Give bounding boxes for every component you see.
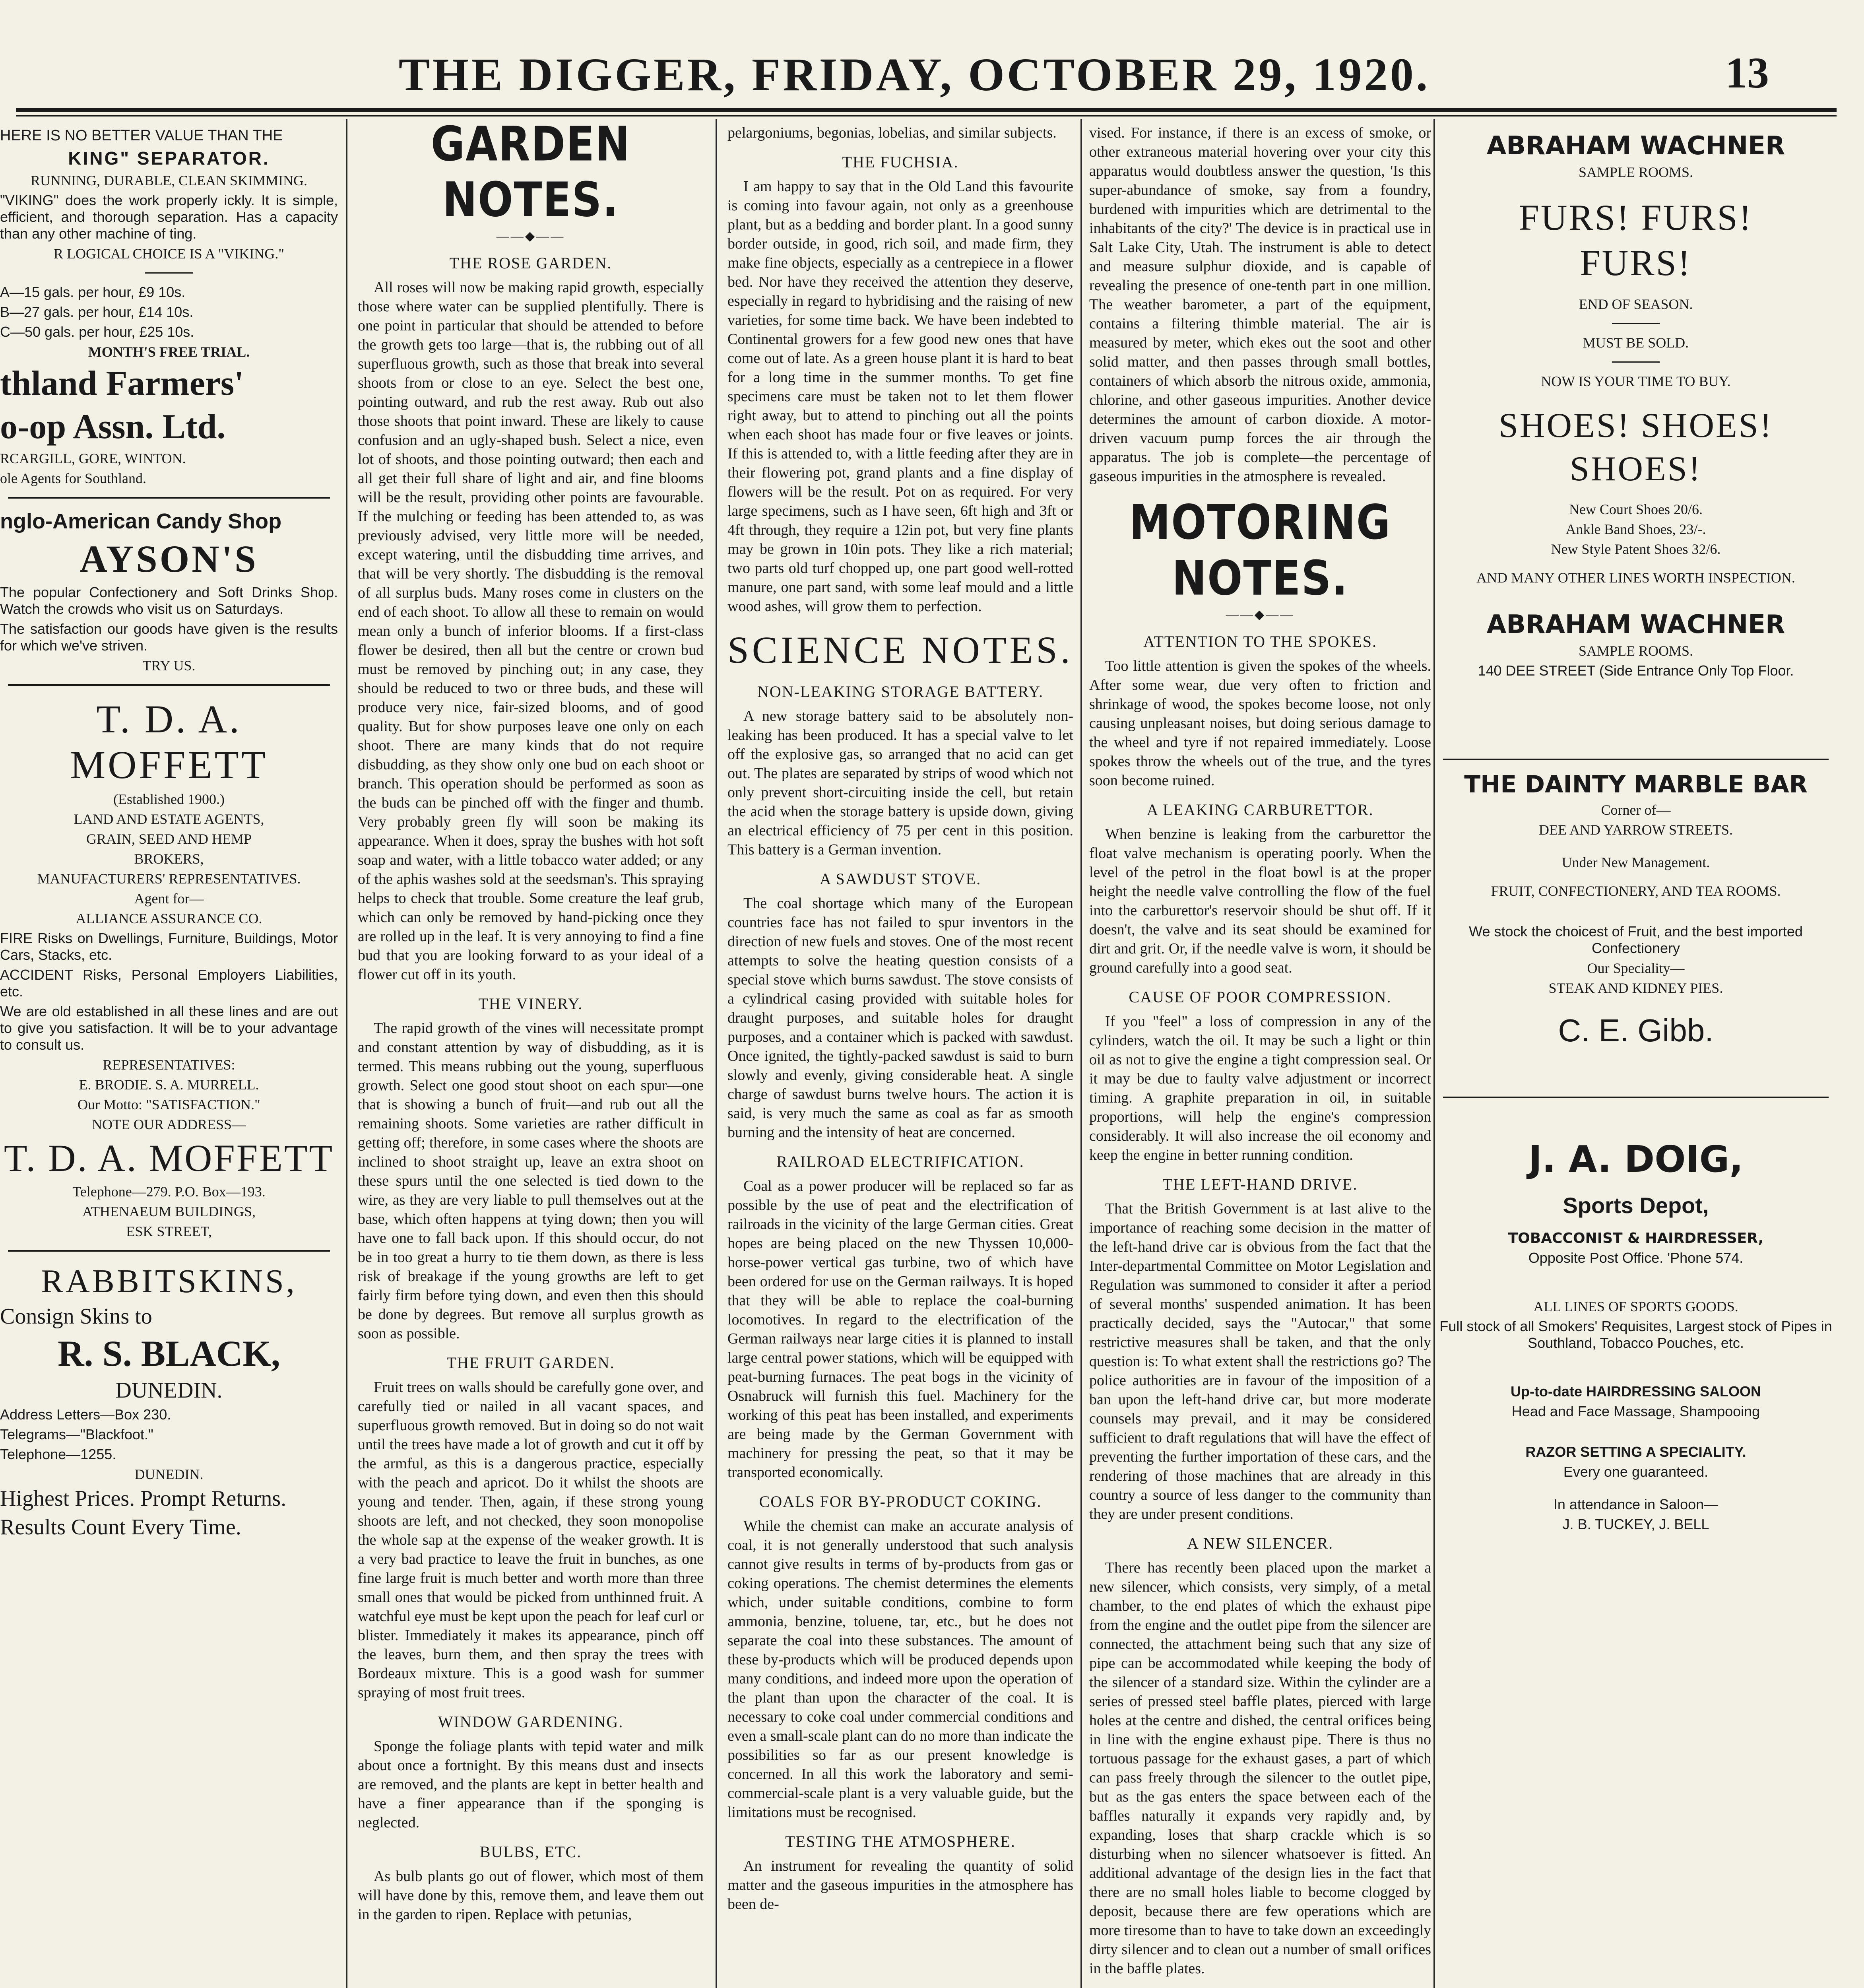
vinery-heading: THE VINERY. — [478, 995, 583, 1013]
moffett-alliance: ALLIANCE ASSURANCE CO. — [76, 911, 262, 926]
vinery-body: The rapid growth of the vines will necessitate prompt and constant attention by way of disbudding, as it is termed. This means rubbing out the young, superfluous growth. Select one good stout shoot on each spur—one that is showing a bunch of fruit—and rub out all the remaining shoots. Some varieties are rather difficult in getting off; therefore, in some cases where the shoots are inclined to shoot straight up, leave an extra shoot on these spurs until the one selected is tied down to the wire, as they are very liable to pull themselves out at the base, which often happens at tying down; then you will have one to fall back upon. If this should occur, do not be in too great a hurry to tie them down, as there is less risk of breakage if the young growths are left to get fairly firm before tying down, and even then this should be done by degrees. But remove all surplus growth as soon as possible. — [358, 1020, 704, 1342]
farmers-name-2: o-op Assn. Ltd. — [0, 408, 226, 446]
fuchsia-body: I am happy to say that in the Old Land this favourite is coming into favour again, not only as a greenhouse plant, but as a bedding and border plant. In a good sunny border outside, in good, rich soil, and made firm, they make fine objects, especially as a centrepiece in a flower bed. Nor have they received the attention they deserve, especially in regard to hybridising and the raising of new varieties, for some time back. We have been indebted to Continental growers for a few good new ones that have come out of late. As a green house plant it is hard to beat for a long time in the summer months. To get fine specimens care must be taken not to let them flower right away, but to attend to pinching out all the points when each shoot has made four or five leaves or joints. If this is attended to, with a little feeding after they are in their flowering pot, grand plants and a fine display of flowers will be the result. Pot on as required. For very large specimens, such as I have seen, 6ft high and 3ft or 4ft through, they require a 12in pot, but very fine plants may be grown in 10in pots. They like a rich material; two parts old turf chopped up, one part good well-rotted manure, one part sand, with some leaf mould and a little wood ashes, will grow them to perfection. — [727, 178, 1073, 615]
rabbitskins: RABBITSKINS, — [41, 1263, 297, 1300]
motoring-notes-title: MOTORING NOTES. — [1129, 494, 1391, 606]
tobacconist: TOBACCONIST & HAIRDRESSER, — [1508, 1230, 1764, 1246]
stock-choicest: We stock the choicest of Fruit, and the best imported Confectionery — [1469, 923, 1803, 956]
bulbs-body: As bulb plants go out of flower, which most of them will have done by this, remove them, and leave them out in the garden to ripen. Replace with petunias, — [358, 1868, 704, 1923]
compression-heading: CAUSE OF POOR COMPRESSION. — [1129, 988, 1392, 1006]
moffett-grain: GRAIN, SEED AND HEMP — [86, 831, 252, 847]
smokers-requisites: Full stock of all Smokers' Requisites, Largest stock of Pipes in Southland, Tobacco Pouches, etc. — [1439, 1318, 1832, 1351]
carburettor-body: When benzine is leaking from the carburettor the float valve mechanism is operating poorly. When the level of the petrol in the float bowl is at the proper height the needle valve controlling the flow of the fuel into the carburettor's reservoir should be shut off. If it doesn't, the valve and its seat should be examined for dirt and grit. Or, if the needle valve is worn, it should be ground carefully into a good seat. — [1089, 826, 1431, 976]
moffett-established: (Established 1900.) — [113, 791, 225, 807]
other-lines: AND MANY OTHER LINES WORTH INSPECTION. — [1476, 570, 1795, 586]
moffett-reps-heading: REPRESENTATIVES: — [103, 1057, 235, 1073]
candy-shop-heading: nglo-American Candy Shop — [0, 509, 282, 533]
logical-choice: R LOGICAL CHOICE IS A "VIKING." — [53, 246, 285, 262]
separator-body: "VIKING" does the work properly ickly. It is simple, efficient, and thorough separation. Has a capacity than any other machine of ting. — [0, 192, 338, 242]
black-dunedin-2: DUNEDIN. — [134, 1466, 204, 1482]
moffett-reps-names: E. BRODIE. S. A. MURRELL. — [79, 1077, 259, 1093]
opposite-post-office: Opposite Post Office. 'Phone 574. — [1528, 1250, 1744, 1266]
column-rule — [1080, 119, 1082, 1988]
farmers-address: RCARGILL, GORE, WINTON. — [0, 450, 186, 466]
fruit-garden-body: Fruit trees on walls should be carefully gone over, and carefully tied or nailed in all vacant spaces, and superfluous growth removed. But in doing so do not wait until the trees have made a lot of growth and cut it off by the armful, as this is a dangerous practice, especially with the peach and apricot. Do it whilst the shoots are young and tender. Then, again, if these strong young shoots are left, and not checked, they soon monopolise the whole sap at the expense of the weaker growth. It is a very bad practice to leave the fruit in bunches, as one fine large fruit is much better and worth more than three small ones that would be picked from unthinned fruit. A watchful eye must be kept upon the peach for leaf curl or blister. Immediately it makes its appearance, pinch off the leaves, burn them, and then spray the trees with Bordeaux mixture. This is a good wash for summer spraying of most fruit trees. — [358, 1379, 704, 1701]
testing-heading: TESTING THE ATMOSPHERE. — [785, 1833, 1016, 1850]
window-gardening-body: Sponge the foliage plants with tepid water and milk about once a fortnight. By this means dust and insects are removed, and the plants are kept in better health and have a finer appearance than if the sponging is neglected. — [358, 1738, 704, 1831]
rose-garden-heading: THE ROSE GARDEN. — [449, 254, 612, 272]
new-management: Under New Management. — [1561, 854, 1710, 870]
railroad-heading: RAILROAD ELECTRIFICATION. — [776, 1153, 1024, 1171]
end-of-season: END OF SEASON. — [1579, 296, 1693, 312]
column-ads-left — [0, 119, 338, 1988]
rose-garden-body: All roses will now be making rapid growth, especially those where water can be supplied plentifully. There is one point in particular that should be attended to before the growth gets too large—that is, the rubbing out of all superfluous growth, such as those that break into several shoots from or close to an eye. Select the best one, pointing outward, and rub the rest away. Rub out also those shoots that point inward. These are likely to cause confusion and an ugly-shaped bush. Select a nice, even lot of shoots, and those pointing outward; then each and all get their full share of light and air, and fine blooms will be the result, providing other points are favourable. If the mulching or feeding has been attended to, as was previously advised, very little more will be needed, except watering, until the disbudding time arrives, and that will be very shortly. The disbudding is the removal of all surplus buds. Many roses come in clusters on the end of each shoot. To allow all these to remain on would mean only a bunch of inferior blooms. If a first-class flower be desired, then all but the centre or crown bud must be removed by pinching out; in any case, they should be reduced to two or three buds, and these will produce very nice, fair-sized blooms, and of good quality. But for show purposes leave one only on each shoot. There are many kinds that do not require disbudding, as they show only one bud on each shoot or branch. This operation should be performed as soon as the buds can be pinched off with the finger and thumb. Very probably green fly will soon be making its appearance. When it does, spray the bushes with hot soft soap and water, with a little tobacco water added; or any of the aphis washes sold at the seedsman's. This spraying helps to check that trouble. Some creature the leaf grub, which can only be removed by hand-picking once they are rolled up in the leaf. It is very annoying to find a fine bud that you are looking forward to as your ideal of a flower cut off in its youth. — [358, 279, 704, 983]
moffett-manufacturers: MANUFACTURERS' REPRESENTATIVES. — [37, 871, 301, 887]
black-telegrams: Telegrams—"Blackfoot." — [0, 1426, 153, 1442]
try-us: TRY US. — [142, 658, 196, 674]
farmers-name-1: thland Farmers' — [0, 364, 244, 403]
window-gardening-heading: WINDOW GARDENING. — [438, 1713, 624, 1731]
moffett-esk: ESK STREET, — [126, 1223, 212, 1239]
corner-of: Corner of— — [1601, 802, 1671, 818]
price-a: A—15 gals. per hour, £9 10s. — [0, 284, 186, 300]
gibb-name: C. E. Gibb. — [1558, 1013, 1714, 1048]
hairdressing-saloon: Up-to-date HAIRDRESSING SALOON — [1511, 1383, 1761, 1400]
separator-intro: HERE IS NO BETTER VALUE THAN THE — [0, 127, 283, 144]
ornament-rule: ——◆—— — [1226, 607, 1295, 621]
silencer-heading: A NEW SILENCER. — [1187, 1534, 1334, 1552]
shoes-line-2: SHOES! — [1569, 450, 1702, 488]
spokes-heading: ATTENTION TO THE SPOKES. — [1143, 633, 1377, 650]
column-rule — [716, 119, 717, 1988]
moffett-name: T. D. A. MOFFETT — [70, 697, 268, 787]
black-telephone: Telephone—1255. — [0, 1446, 116, 1462]
moffett-motto: Our Motto: "SATISFACTION." — [78, 1097, 260, 1112]
fruit-garden-heading: THE FRUIT GARDEN. — [446, 1354, 615, 1372]
doig-name: J. A. DOIG, — [1528, 1138, 1744, 1180]
patent-shoes: New Style Patent Shoes 32/6. — [1551, 541, 1721, 557]
page-number: 13 — [1725, 49, 1769, 97]
price-b: B—27 gals. per hour, £14 10s. — [0, 304, 194, 320]
price-c: C—50 gals. per hour, £25 10s. — [0, 324, 194, 340]
separator-qualities: RUNNING, DURABLE, CLEAN SKIMMING. — [31, 173, 307, 188]
must-be-sold: MUST BE SOLD. — [1583, 335, 1689, 351]
moffett-land: LAND AND ESTATE AGENTS, — [74, 811, 264, 827]
compression-body: If you "feel" a loss of compression in any of the cylinders, watch the oil. It may be such a light or thin oil as not to give the engine a tight compression seal. Or it may be due to faulty valve adjustment or incorrect timing. A graphite preparation in oil, in suitable proportions, will help the engine's compression considerably. It will also increase the oil economy and keep the engine in better running condition. — [1089, 1013, 1431, 1163]
moffett-name-2: T. D. A. MOFFETT — [4, 1137, 334, 1179]
moffett-brokers: BROKERS, — [134, 851, 204, 867]
railroad-body: Coal as a power producer will be replaced so far as possible by the use of peat and the electrification of railroads in the vicinity of the large German cities. Great hopes are being placed on the new Thyssen 10,000-horse-power vertical gas turbine, two of which have been ordered for use on the German railways. It is hoped that they will be able to replace the coal-burning locomotives. In regard to the electrification of the German railways near large cities it is planned to install large central power stations, which will be equipped with peat-burning furnaces. The peat bogs in the vicinity of Osnabruck will furnish this fuel. Machinery for the working of this peat has been installed, and experiments are being made by the German Government with machinery for pressing the peat, so that it may be transported economically. — [727, 1178, 1073, 1481]
head-face-massage: Head and Face Massage, Shampooing — [1511, 1403, 1760, 1419]
science-notes-title: SCIENCE NOTES. — [727, 629, 1073, 671]
header-rule — [16, 108, 1837, 112]
fruit-confectionery: FRUIT, CONFECTIONERY, AND TEA ROOMS. — [1491, 883, 1781, 899]
fuchsia-heading: THE FUCHSIA. — [842, 153, 959, 171]
left-hand-drive-body: That the British Government is at last alive to the importance of reaching some decision in the matter of the left-hand drive car is obvious from the fact that the Inter-departmental Committee on Motor Legislation and Regulation was summoned to consider it after a period of several months' suspended animation. It has been practically decided, says the "Autocar," that some restrictive measures shall be taken, and that the only question is: To what extent shall the restrictions go? The police authorities are in favour of the imposition of a ban upon the left-hand drive car, but more moderate counsels may prevail, and it may be considered sufficient to draft regulations that will have the effect of preventing the further importation of these cars, and the rendering of those machines that are already in this country a source of less danger to the community than they are under present conditions. — [1089, 1200, 1431, 1522]
battery-heading: NON-LEAKING STORAGE BATTERY. — [757, 683, 1044, 701]
furs-line-2: FURS! — [1580, 243, 1692, 283]
moffett-established-body: We are old established in all these lines and are out to give you satisfaction. It will be to your advantage to consult us. — [0, 1003, 338, 1053]
spokes-body: Too little attention is given the spokes of the wheels. After some wear, due very often to friction and shrinkage of wood, the spokes become loose, not only causing unpleasant noises, but doing serious damage to the wheel and tyre if not repaired immediately. Loose spokes throw the wheels out of the true, and the tyres soon become ruined. — [1089, 658, 1431, 789]
furs-line-1: FURS! FURS! — [1519, 197, 1753, 238]
all-lines-sports: ALL LINES OF SPORTS GOODS. — [1533, 1299, 1738, 1314]
in-attendance: In attendance in Saloon— — [1553, 1496, 1719, 1512]
court-shoes: New Court Shoes 20/6. — [1569, 501, 1703, 517]
ornament-rule: ——◆—— — [496, 229, 565, 243]
sports-depot: Sports Depot, — [1563, 1193, 1709, 1218]
moffett-note: NOTE OUR ADDRESS— — [91, 1116, 246, 1132]
atmosphere-continued: vised. For instance, if there is an excess of smoke, or other extraneous material hovering over your city this apparatus would doubtless answer the question, 'Is this super-abundance of smoke, say from a foundry, burdened with impurities which are detrimental to the inhabitants of the city?' The device is in practical use in Salt Lake City, Utah. The instrument is able to detect and measure sulphur dioxide, and is capable of revealing the presence of one-tenth part in one million. The weather barometer, a part of the equipment, contains a filtering thimble material. The air is measured by meter, which ekes out the soot and other solid matter, and then passes through small bottles, containers of which absorb the nitrous oxide, ammonia, chlorine, and other gaseous impurities. Another device determines the amount of carbon dioxide. A motor-driven vacuum pump forces the air through the apparatus. The job is complete—the percentage of gaseous impurities in the atmosphere is revealed. — [1089, 124, 1431, 485]
guaranteed: Every one guaranteed. — [1563, 1464, 1709, 1480]
aysons-body-1: The popular Confectionery and Soft Drinks Shop. Watch the crowds who visit us on Saturdays. — [0, 584, 338, 617]
razor-setting: RAZOR SETTING A SPECIALITY. — [1525, 1444, 1746, 1460]
silencer-body: There has recently been placed upon the market a new silencer, which consists, very simply, of a metal chamber, to the end plates of which the exhaust pipe from the engine and the outlet pipe from the silencer are connected, the attachment being such that any size of pipe can be accommodated while keeping the body of the silencer of a standard size. Within the cylinder are a series of pressed steel baffle plates, pierced with large holes at the centre and dished, the central orifices being in line with the engine exhaust pipe. There is thus no tortuous passage for the exhaust gases, a part of which can pass freely through the silencer to the outlet pipe, but as the gas enters the space between each of the baffles naturally it expands very rapidly and, by expanding, loses that sharp crackle which is so disturbing when no silencer whatsoever is fitted. An additional advantage of the design lies in the fact that there are no small holes liable to become clogged by deposit, because there are few operations which are more tiresome than to have to take down an exceedingly dirty silencer and to clean out a number of small orifices in the baffle plates. — [1089, 1559, 1431, 1977]
testing-body: An instrument for revealing the quantity of solid matter and the gaseous impurities in the atmosphere has been de- — [727, 1858, 1073, 1912]
consign-skins: Consign Skins to — [0, 1304, 152, 1329]
black-name: R. S. BLACK, — [58, 1333, 280, 1374]
steak-kidney: STEAK AND KIDNEY PIES. — [1548, 980, 1723, 996]
header-rule-thin — [16, 115, 1837, 116]
column-garden-notes — [358, 119, 704, 1988]
wachner-sample-rooms: SAMPLE ROOMS. — [1578, 164, 1693, 180]
wachner-name-2: ABRAHAM WACHNER — [1486, 610, 1785, 639]
shoes-line-1: SHOES! SHOES! — [1498, 406, 1773, 445]
aysons-body-2: The satisfaction our goods have given is the results for which we've striven. — [0, 621, 338, 654]
separator-name: KING" SEPARATOR. — [68, 148, 270, 169]
battery-body: A new storage battery said to be absolutely non-leaking has been produced. It has a special valve to let off the explosive gas, so arranged that no acid can get out. The plates are separated by strips of wood which not only prevent short-circuiting inside the cell, but retain the acid when the storage battery is upside down, giving an electrical efficiency of 75 per cent in this position. This battery is a German invention. — [727, 708, 1073, 858]
dee-yarrow: DEE AND YARROW STREETS. — [1538, 822, 1733, 838]
saloon-names: J. B. TUCKEY, J. BELL — [1562, 1516, 1709, 1532]
wachner-sample-rooms-2: SAMPLE ROOMS. — [1578, 643, 1693, 659]
bulbs-heading: BULBS, ETC. — [479, 1843, 582, 1861]
moffett-fire: FIRE Risks on Dwellings, Furniture, Buildings, Motor Cars, Stacks, etc. — [0, 930, 338, 963]
aysons-name: AYSON'S — [80, 538, 258, 580]
column-motoring-notes — [1089, 119, 1431, 1988]
our-speciality: Our Speciality— — [1587, 960, 1685, 976]
garden-notes-title: GARDEN NOTES. — [431, 119, 631, 228]
continued-lead: pelargoniums, begonias, lobelias, and similar subjects. — [727, 124, 1057, 141]
black-letters: Address Letters—Box 230. — [0, 1406, 171, 1423]
highest-prices: Highest Prices. Prompt Returns. — [0, 1486, 287, 1511]
sawdust-body: The coal shortage which many of the European countries face has not failed to spur inventors in the direction of new fuels and stoves. One of the most recent attempts to solve the heating question consists of a special stove which burns sawdust. The stove consists of a cylindrical casing provided with suitable holes for draught purposes, and suitable holes for draught purposes, and a container which is packed with sawdust. Once ignited, the tightly-packed sawdust is said to burn slowly and evenly, giving considerable heat. A single charge of sawdust burns twelve hours. The action it is said, is very much the same as coal as far as smooth burning and the intensity of heat are concerned. — [727, 895, 1073, 1141]
moffett-agent-for: Agent for— — [134, 891, 204, 907]
column-ads-right — [1435, 119, 1837, 1988]
now-is-time: NOW IS YOUR TIME TO BUY. — [1541, 373, 1731, 389]
newspaper-title: THE DIGGER, FRIDAY, OCTOBER 29, 1920. — [398, 49, 1430, 101]
coals-body: While the chemist can make an accurate analysis of coal, it is not generally understood that such analysis cannot give results in terms of by-products from gas or coking operations. The chemist determines the elements which, under suitable conditions, combine to form ammonia, benzine, toluene, tar, etc., but he does not separate the coal into these substances. The amount of these by-products which will be produced depends upon many conditions, and indeed more upon the operation of the plant than upon the character of the coal. It is necessary to coke coal under commercial conditions and even a small-scale plant can do no more than indicate the possibilities so far as our present knowledge is concerned. In all this work the laboratory and semi-commercial-scale plant is a very valuable guide, but the limitations must be recognised. — [727, 1518, 1073, 1821]
column-science-notes — [727, 119, 1073, 1988]
masthead — [0, 48, 1864, 107]
wachner-name: ABRAHAM WACHNER — [1486, 131, 1785, 161]
dainty-marble-bar: THE DAINTY MARBLE BAR — [1464, 771, 1808, 798]
moffett-athenaeum: ATHENAEUM BUILDINGS, — [82, 1204, 256, 1219]
moffett-accident: ACCIDENT Risks, Personal Employers Liabilities, etc. — [0, 967, 338, 1000]
left-hand-drive-heading: THE LEFT-HAND DRIVE. — [1162, 1175, 1358, 1193]
coals-heading: COALS FOR BY-PRODUCT COKING. — [759, 1493, 1042, 1510]
sawdust-heading: A SAWDUST STOVE. — [819, 870, 981, 888]
moffett-telephone: Telephone—279. P.O. Box—193. — [72, 1184, 266, 1200]
ankle-shoes: Ankle Band Shoes, 23/-. — [1565, 521, 1706, 537]
carburettor-heading: A LEAKING CARBURETTOR. — [1146, 801, 1374, 819]
black-dunedin: DUNEDIN. — [115, 1378, 223, 1403]
dee-street-address: 140 DEE STREET (Side Entrance Only Top Floor. — [1478, 662, 1794, 679]
column-rule — [346, 119, 347, 1988]
results-count: Results Count Every Time. — [0, 1515, 241, 1540]
free-trial: MONTH'S FREE TRIAL. — [88, 344, 250, 360]
farmers-agents: ole Agents for Southland. — [0, 470, 146, 486]
